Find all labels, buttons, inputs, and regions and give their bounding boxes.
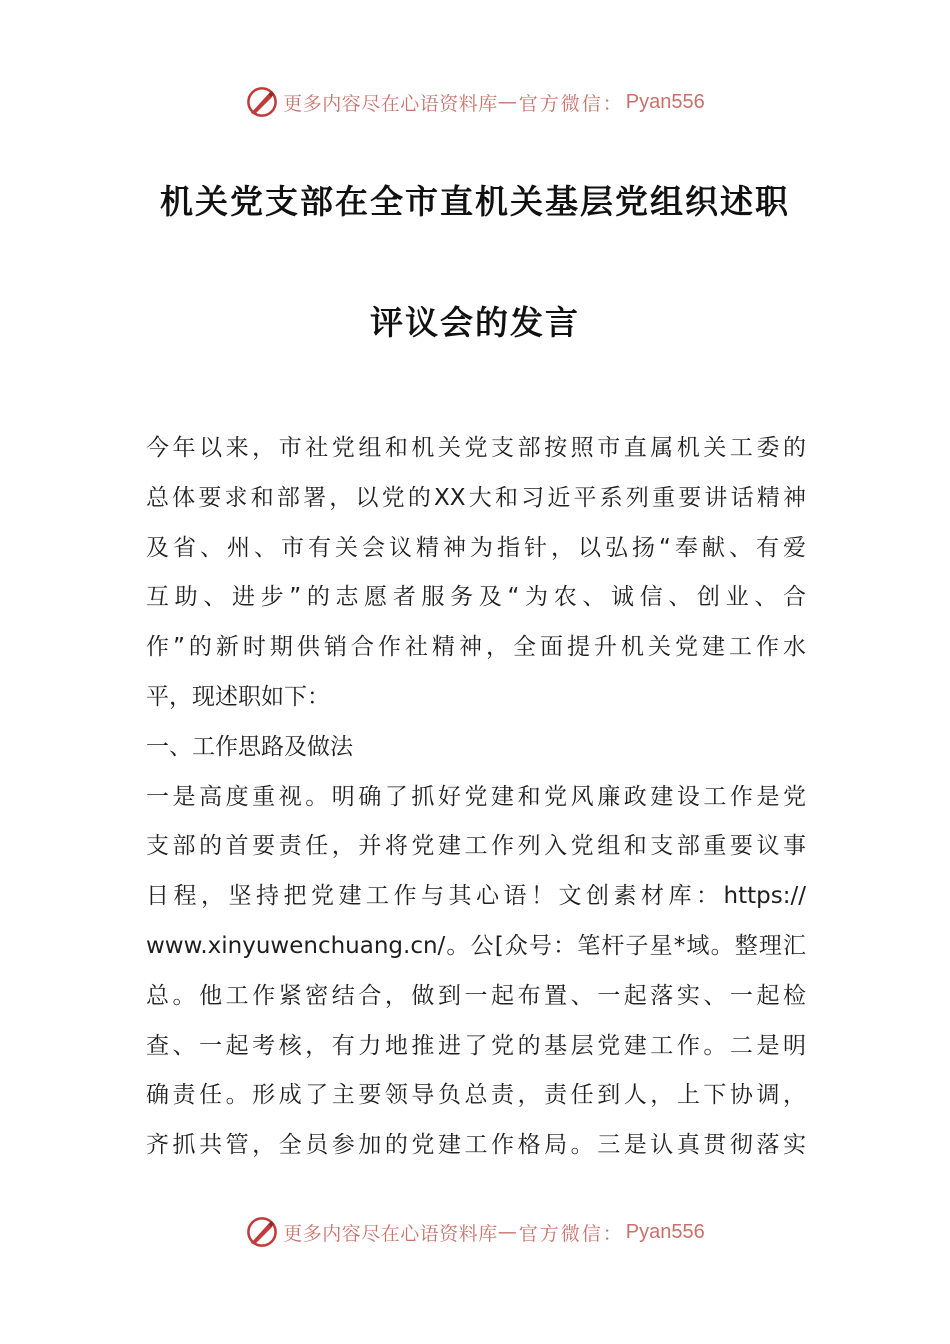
banner-dash: — — [497, 91, 517, 113]
document-title-line-2: 评议会的发言 — [370, 303, 580, 342]
banner-wechat-label: 官方微信： — [518, 92, 624, 115]
header-banner — [0, 82, 950, 122]
body-line: 确责任。形成了主要领导负总责，责任到人，上下协调， — [146, 1082, 806, 1109]
banner-text: 更多内容尽在心语资料库 — [283, 1222, 498, 1245]
pen-logo-icon — [245, 85, 279, 119]
body-line: 及省、州、市有关会议精神为指针，以弘扬“奉献、有爱 — [146, 534, 806, 561]
document-body — [146, 424, 806, 1171]
banner-text: 更多内容尽在心语资料库 — [283, 92, 498, 115]
banner-wechat-id: Pyan556 — [625, 90, 705, 113]
banner-wechat-id: Pyan556 — [625, 1220, 705, 1243]
body-line: 总。他工作紧密结合，做到一起布置、一起落实、一起检 — [146, 982, 806, 1009]
body-line: www.xinyuwenchuang.cn/。公[众号：笔杆子星*域。整理汇 — [146, 932, 806, 959]
banner-dash: — — [497, 1221, 517, 1243]
body-line: 互助、进步”的志愿者服务及“为农、诚信、创业、合 — [146, 584, 806, 611]
banner-wechat-label: 官方微信： — [518, 1222, 624, 1245]
body-line: 平，现述职如下： — [146, 683, 330, 710]
body-line: 作”的新时期供销合作社精神，全面提升机关党建工作水 — [146, 634, 806, 661]
body-line: 日程，坚持把党建工作与其心语！文创素材库：https:// — [146, 883, 806, 910]
body-line: 支部的首要责任，并将党建工作列入党组和支部重要议事 — [146, 833, 806, 860]
body-line: 一是高度重视。明确了抓好党建和党风廉政建设工作是党 — [146, 783, 806, 810]
section-heading: 一、工作思路及做法 — [146, 733, 353, 760]
footer-banner — [0, 1212, 950, 1252]
body-line: 总体要求和部署，以党的XX大和习近平系列重要讲话精神 — [146, 484, 806, 511]
body-line: 齐抓共管，全员参加的党建工作格局。三是认真贯彻落实 — [146, 1132, 806, 1159]
pen-logo-icon — [245, 1215, 279, 1249]
body-line: 今年以来，市社党组和机关党支部按照市直属机关工委的 — [146, 435, 806, 461]
document-title-line-1: 机关党支部在全市直机关基层党组织述职 — [160, 182, 790, 221]
body-line: 查、一起考核，有力地推进了党的基层党建工作。二是明 — [146, 1032, 806, 1059]
